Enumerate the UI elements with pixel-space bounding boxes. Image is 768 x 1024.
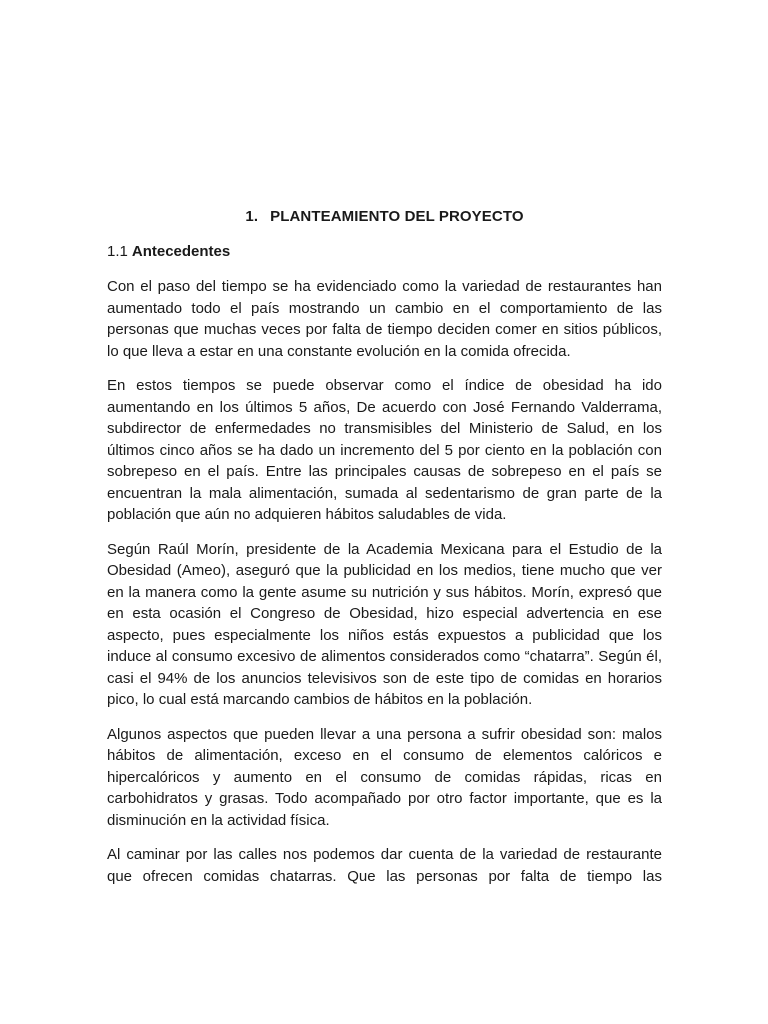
paragraph-2: En estos tiempos se puede observar como el índice de obesidad ha ido aumentando en los últimos 5 años, De acuerdo con José Fernando Valderrama, subdirector de enfermedades no transmisibles del Ministerio de Salud, en los últimos cinco años se ha dado un incremento del 5 por ciento en la población con sobrepeso en el país. Entre las principales causas de sobrepeso en el país se encuentran la mala alimentación, sumada al sedentarismo de gran parte de la población que aún no adquieren hábitos saludables de vida. (107, 377, 662, 523)
page-title (107, 206, 662, 228)
section-title: Antecedentes (131, 243, 231, 260)
section-heading (107, 241, 662, 263)
paragraph-1: Con el paso del tiempo se ha evidenciado como la variedad de restaurantes han aumentado todo el país mostrando un cambio en el comportamiento de las personas que muchas veces por falta de tiempo deciden comer en sitios públicos, lo que lleva a estar en una constante evolución en la comida ofrecida. (107, 278, 662, 360)
paragraph-4: Algunos aspectos que pueden llevar a una persona a sufrir obesidad son: malos hábitos de alimentación, exceso en el consumo de elementos calóricos e hipercalóricos y aumento en el consumo de comidas rápidas, ricas en carbohidratos y grasas. Todo acompañado por otro factor importante, que es la disminución en la actividad física. (107, 725, 662, 829)
paragraph-5: Al caminar por las calles nos podemos dar cuenta de la variedad de restaurante que ofrecen comidas chatarras. Que las personas por falta de tiempo las (107, 846, 662, 885)
section-number: 1.1 (107, 243, 128, 260)
title-text: PLANTEAMIENTO DEL PROYECTO (270, 208, 524, 225)
title-number: 1. (245, 208, 259, 225)
document-body (107, 206, 662, 887)
paragraph-3: Según Raúl Morín, presidente de la Academia Mexicana para el Estudio de la Obesidad (Ameo), aseguró que la publicidad en los medios, tiene mucho que ver en la manera como la gente asume su nutrición y sus hábitos. Morín, expresó que en esta ocasión el Congreso de Obesidad, hizo especial advertencia en ese aspecto, pues especialmente los niños estás expuestos a publicidad que los induce al consumo excesivo de alimentos considerados como “chatarra”. Según él, casi el 94% de los anuncios televisivos son de este tipo de comidas en horarios pico, lo cual está marcando cambios de hábitos en la población. (107, 540, 662, 708)
